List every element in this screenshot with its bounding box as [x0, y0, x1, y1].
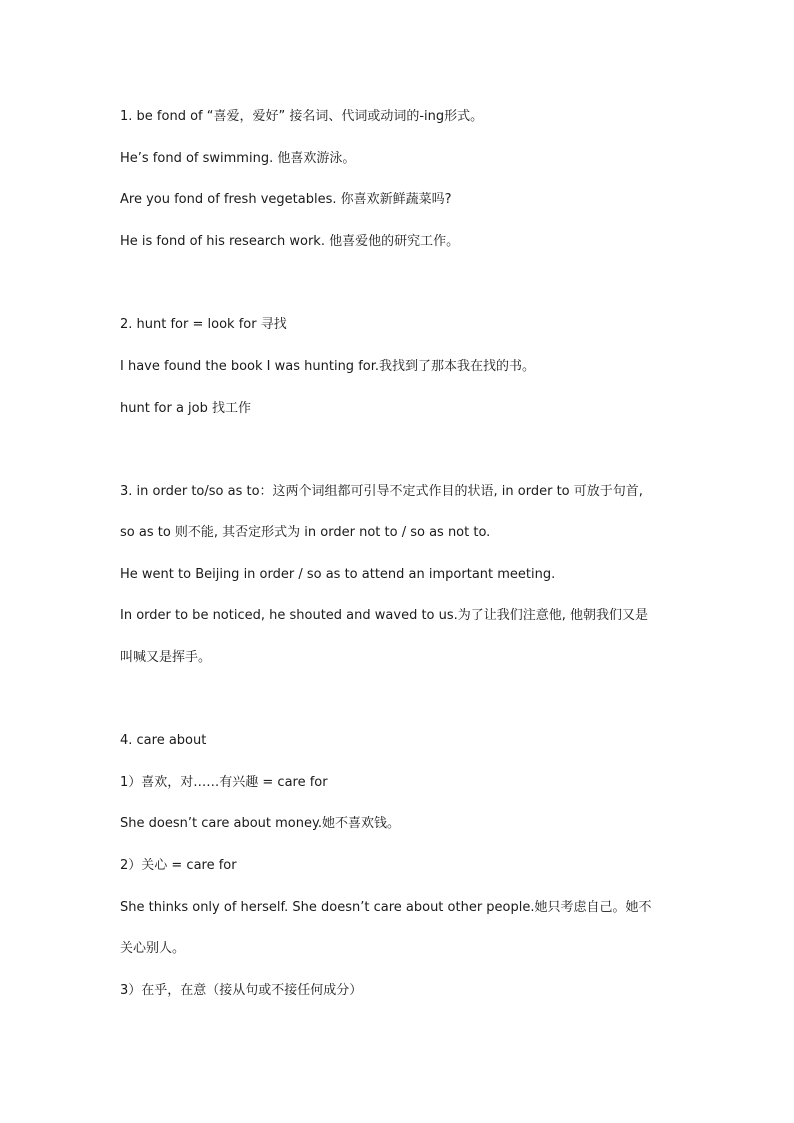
meaning-item: 3）在乎，在意（接从句或不接任何成分）: [120, 983, 363, 998]
meaning-item: 2）关心 = care for: [120, 858, 237, 873]
section-4-heading: 4. care about: [120, 733, 207, 748]
section-1-heading: 1. be fond of “喜爱，爱好” 接名词、代词或动词的-ing形式。: [120, 109, 484, 124]
example-sentence: He went to Beijing in order / so as to attend an important meeting.: [120, 567, 556, 582]
example-sentence: In order to be noticed, he shouted and waved to us.为了让我们注意他, 他朝我们又是: [120, 608, 649, 623]
meaning-item: 1）喜欢，对……有兴趣 = care for: [120, 775, 328, 790]
example-sentence: I have found the book I was hunting for.我找到了那本我在找的书。: [120, 359, 536, 374]
example-sentence-continuation: 关心别人。: [120, 941, 186, 956]
example-sentence-continuation: 叫喊又是挥手。: [120, 650, 212, 665]
example-sentence: He is fond of his research work. 他喜爱他的研究工作。: [120, 234, 460, 249]
section-3-heading: 3. in order to/so as to：这两个词组都可引导不定式作目的状语, in order to 可放于句首,: [120, 484, 643, 499]
example-sentence: hunt for a job 找工作: [120, 401, 252, 416]
example-sentence: Are you fond of fresh vegetables. 你喜欢新鲜蔬菜吗?: [120, 192, 452, 207]
section-3-continuation: so as to 则不能, 其否定形式为 in order not to / so as not to.: [120, 525, 491, 540]
example-sentence: He’s fond of swimming. 他喜欢游泳。: [120, 151, 356, 166]
example-sentence: She doesn’t care about money.她不喜欢钱。: [120, 816, 400, 831]
example-sentence: She thinks only of herself. She doesn’t care about other people.她只考虑自己。她不: [120, 900, 652, 915]
section-2-heading: 2. hunt for = look for 寻找: [120, 317, 287, 332]
